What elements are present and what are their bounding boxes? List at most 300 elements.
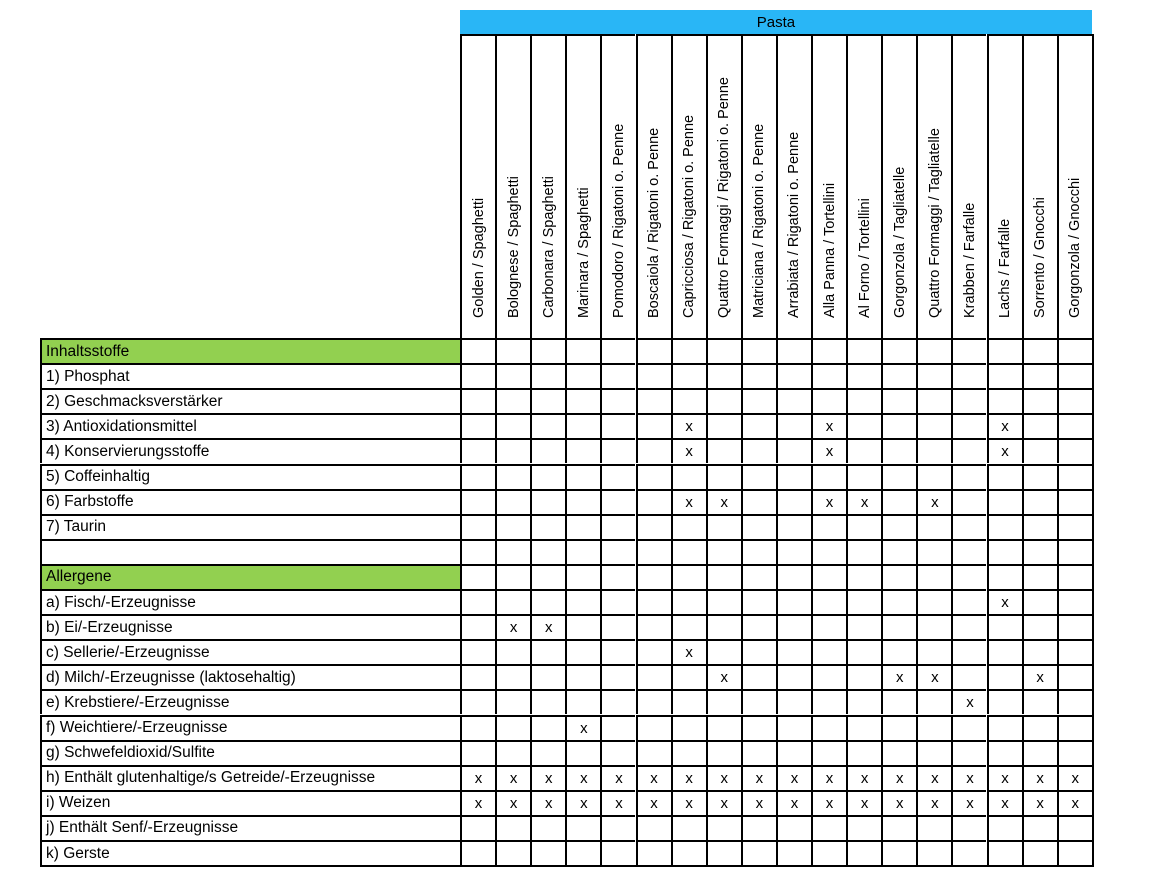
table-cell bbox=[1057, 589, 1092, 614]
column-header-label: Capricciosa / Rigatoni o. Penne bbox=[681, 114, 698, 318]
table-cell bbox=[916, 740, 951, 765]
table-cell bbox=[600, 413, 635, 438]
table-cell bbox=[530, 388, 565, 413]
row-label: 1) Phosphat bbox=[40, 363, 460, 388]
table-cell-mark: x bbox=[671, 413, 706, 438]
table-cell bbox=[636, 614, 671, 639]
table-cell bbox=[636, 664, 671, 689]
table-cell bbox=[530, 564, 565, 589]
column-header bbox=[495, 34, 530, 338]
table-cell bbox=[881, 639, 916, 664]
row-label: e) Krebstiere/-Erzeugnisse bbox=[40, 689, 460, 714]
table-cell bbox=[1057, 840, 1092, 865]
table-cell bbox=[776, 614, 811, 639]
table-cell bbox=[987, 489, 1022, 514]
table-cell bbox=[741, 614, 776, 639]
table-cell bbox=[987, 815, 1022, 840]
table-cell bbox=[846, 539, 881, 564]
table-cell bbox=[706, 464, 741, 489]
table-cell-mark: x bbox=[846, 790, 881, 815]
column-header bbox=[1022, 34, 1057, 338]
table-cell bbox=[881, 564, 916, 589]
column-header-label: Pomodoro / Rigatoni o. Penne bbox=[610, 123, 627, 318]
table-cell bbox=[495, 338, 530, 363]
table-cell-mark: x bbox=[495, 614, 530, 639]
table-cell bbox=[741, 689, 776, 714]
table-cell bbox=[1057, 614, 1092, 639]
table-cell bbox=[846, 664, 881, 689]
table-cell bbox=[951, 715, 986, 740]
table-cell-mark: x bbox=[951, 765, 986, 790]
table-cell bbox=[460, 840, 495, 865]
group-header-pasta: Pasta bbox=[460, 10, 1092, 34]
table-cell bbox=[776, 338, 811, 363]
table-cell bbox=[495, 664, 530, 689]
table-cell bbox=[916, 564, 951, 589]
table-cell bbox=[565, 740, 600, 765]
table-cell bbox=[460, 715, 495, 740]
table-cell bbox=[811, 740, 846, 765]
table-cell-mark: x bbox=[916, 489, 951, 514]
table-cell bbox=[565, 388, 600, 413]
table-cell bbox=[916, 464, 951, 489]
table-cell bbox=[1022, 815, 1057, 840]
table-cell bbox=[987, 388, 1022, 413]
table-cell bbox=[706, 564, 741, 589]
table-cell bbox=[811, 388, 846, 413]
table-cell bbox=[811, 715, 846, 740]
table-cell bbox=[706, 514, 741, 539]
table-cell-mark: x bbox=[916, 790, 951, 815]
table-cell bbox=[530, 840, 565, 865]
table-cell bbox=[987, 564, 1022, 589]
table-cell-mark: x bbox=[811, 489, 846, 514]
table-cell-mark: x bbox=[881, 765, 916, 790]
table-cell bbox=[460, 564, 495, 589]
table-cell bbox=[846, 840, 881, 865]
table-cell bbox=[1022, 614, 1057, 639]
table-cell bbox=[987, 539, 1022, 564]
table-cell-mark: x bbox=[811, 438, 846, 463]
table-cell bbox=[881, 589, 916, 614]
row-label: j) Enthält Senf/-Erzeugnisse bbox=[40, 815, 460, 840]
table-cell bbox=[811, 564, 846, 589]
table-cell bbox=[600, 715, 635, 740]
table-cell bbox=[495, 539, 530, 564]
column-header-label: Quattro Formaggi / Rigatoni o. Penne bbox=[716, 77, 733, 318]
table-cell bbox=[741, 539, 776, 564]
table-cell bbox=[951, 413, 986, 438]
table-cell bbox=[741, 338, 776, 363]
table-cell bbox=[565, 840, 600, 865]
table-cell bbox=[1057, 489, 1092, 514]
table-cell bbox=[671, 815, 706, 840]
table-cell bbox=[636, 539, 671, 564]
table-cell bbox=[776, 489, 811, 514]
table-cell bbox=[1022, 388, 1057, 413]
table-cell bbox=[987, 740, 1022, 765]
table-cell bbox=[1022, 639, 1057, 664]
table-cell bbox=[460, 464, 495, 489]
table-cell-mark: x bbox=[495, 765, 530, 790]
table-cell-mark: x bbox=[881, 664, 916, 689]
table-cell bbox=[460, 514, 495, 539]
table-cell bbox=[1022, 840, 1057, 865]
table-cell bbox=[811, 614, 846, 639]
table-cell bbox=[916, 840, 951, 865]
column-header-label: Boscaiola / Rigatoni o. Penne bbox=[646, 127, 663, 318]
table-cell bbox=[846, 464, 881, 489]
table-cell-mark: x bbox=[671, 489, 706, 514]
row-label: 7) Taurin bbox=[40, 514, 460, 539]
table-cell bbox=[881, 514, 916, 539]
table-cell-mark: x bbox=[460, 790, 495, 815]
table-cell bbox=[987, 514, 1022, 539]
table-cell bbox=[460, 740, 495, 765]
table-cell bbox=[916, 388, 951, 413]
table-cell-mark: x bbox=[987, 589, 1022, 614]
section-header: Allergene bbox=[40, 564, 460, 589]
table-cell bbox=[565, 564, 600, 589]
table-cell bbox=[600, 514, 635, 539]
table-cell bbox=[846, 815, 881, 840]
table-cell bbox=[460, 815, 495, 840]
column-header-label: Bolognese / Spaghetti bbox=[505, 176, 522, 318]
table-cell bbox=[1022, 715, 1057, 740]
table-cell bbox=[1022, 413, 1057, 438]
table-cell bbox=[460, 438, 495, 463]
table-cell bbox=[811, 338, 846, 363]
table-cell bbox=[706, 815, 741, 840]
table-cell bbox=[916, 689, 951, 714]
table-cell bbox=[600, 589, 635, 614]
table-cell bbox=[916, 338, 951, 363]
table-cell bbox=[916, 715, 951, 740]
table-cell bbox=[1022, 464, 1057, 489]
table-cell bbox=[671, 388, 706, 413]
table-cell bbox=[1057, 815, 1092, 840]
table-cell bbox=[600, 689, 635, 714]
table-cell bbox=[460, 413, 495, 438]
table-cell-mark: x bbox=[987, 438, 1022, 463]
column-header-label: Marinara / Spaghetti bbox=[575, 187, 592, 318]
table-cell-mark: x bbox=[671, 765, 706, 790]
table-cell bbox=[951, 664, 986, 689]
table-cell bbox=[1022, 740, 1057, 765]
table-cell bbox=[741, 840, 776, 865]
table-cell bbox=[460, 489, 495, 514]
table-cell bbox=[987, 840, 1022, 865]
table-cell bbox=[530, 639, 565, 664]
table-cell bbox=[565, 589, 600, 614]
table-cell bbox=[565, 464, 600, 489]
row-label: f) Weichtiere/-Erzeugnisse bbox=[40, 715, 460, 740]
table-cell-mark: x bbox=[811, 765, 846, 790]
table-cell bbox=[776, 413, 811, 438]
table-cell bbox=[636, 689, 671, 714]
row-label: c) Sellerie/-Erzeugnisse bbox=[40, 639, 460, 664]
table-cell bbox=[600, 363, 635, 388]
table-cell bbox=[495, 363, 530, 388]
table-cell bbox=[1057, 363, 1092, 388]
table-cell bbox=[916, 539, 951, 564]
table-cell bbox=[776, 639, 811, 664]
table-cell bbox=[600, 740, 635, 765]
table-cell bbox=[811, 589, 846, 614]
table-cell bbox=[987, 338, 1022, 363]
table-cell bbox=[811, 539, 846, 564]
table-cell bbox=[460, 614, 495, 639]
table-cell bbox=[495, 639, 530, 664]
table-cell bbox=[636, 815, 671, 840]
table-cell bbox=[951, 363, 986, 388]
column-header bbox=[987, 34, 1022, 338]
table-cell-mark: x bbox=[741, 790, 776, 815]
table-cell bbox=[776, 840, 811, 865]
table-cell bbox=[636, 413, 671, 438]
table-cell bbox=[1057, 740, 1092, 765]
table-cell bbox=[916, 413, 951, 438]
table-cell bbox=[811, 464, 846, 489]
table-cell-mark: x bbox=[706, 765, 741, 790]
column-header bbox=[811, 34, 846, 338]
table-cell bbox=[706, 639, 741, 664]
table-cell bbox=[811, 840, 846, 865]
table-cell bbox=[1057, 514, 1092, 539]
table-cell bbox=[741, 438, 776, 463]
table-cell-mark: x bbox=[846, 765, 881, 790]
table-cell bbox=[671, 514, 706, 539]
row-label: b) Ei/-Erzeugnisse bbox=[40, 614, 460, 639]
table-cell-mark: x bbox=[671, 438, 706, 463]
table-cell-mark: x bbox=[881, 790, 916, 815]
table-cell bbox=[741, 715, 776, 740]
table-cell bbox=[530, 413, 565, 438]
table-cell bbox=[741, 514, 776, 539]
table-cell-mark: x bbox=[636, 790, 671, 815]
table-cell bbox=[811, 363, 846, 388]
table-cell-mark: x bbox=[741, 765, 776, 790]
table-cell bbox=[951, 614, 986, 639]
table-cell bbox=[951, 338, 986, 363]
table-cell-mark: x bbox=[776, 765, 811, 790]
table-cell-mark: x bbox=[530, 765, 565, 790]
table-cell bbox=[916, 639, 951, 664]
table-cell bbox=[671, 664, 706, 689]
table-cell bbox=[741, 413, 776, 438]
row-label: d) Milch/-Erzeugnisse (laktosehaltig) bbox=[40, 664, 460, 689]
table-cell bbox=[776, 589, 811, 614]
table-cell bbox=[741, 564, 776, 589]
table-cell-mark: x bbox=[987, 765, 1022, 790]
column-header bbox=[530, 34, 565, 338]
table-cell bbox=[951, 464, 986, 489]
table-cell bbox=[495, 740, 530, 765]
table-cell bbox=[741, 664, 776, 689]
table-cell bbox=[530, 715, 565, 740]
table-cell bbox=[776, 715, 811, 740]
table-cell bbox=[846, 438, 881, 463]
table-cell bbox=[530, 514, 565, 539]
table-cell bbox=[460, 689, 495, 714]
table-cell bbox=[460, 338, 495, 363]
table-cell-mark: x bbox=[495, 790, 530, 815]
table-cell bbox=[1022, 539, 1057, 564]
column-header-label: Arrabiata / Rigatoni o. Penne bbox=[786, 131, 803, 318]
grid-bottom-border bbox=[40, 865, 1094, 867]
table-cell bbox=[565, 689, 600, 714]
table-cell bbox=[636, 489, 671, 514]
column-header-label: Sorrento / Gnocchi bbox=[1032, 197, 1049, 318]
table-cell bbox=[951, 815, 986, 840]
table-cell-mark: x bbox=[706, 489, 741, 514]
table-cell bbox=[530, 539, 565, 564]
table-cell bbox=[951, 539, 986, 564]
table-cell bbox=[671, 363, 706, 388]
table-cell bbox=[846, 639, 881, 664]
table-cell bbox=[776, 388, 811, 413]
table-cell bbox=[741, 464, 776, 489]
table-cell bbox=[460, 539, 495, 564]
table-cell bbox=[951, 740, 986, 765]
table-cell bbox=[636, 639, 671, 664]
table-cell bbox=[636, 715, 671, 740]
table-cell bbox=[600, 489, 635, 514]
table-cell bbox=[565, 413, 600, 438]
table-cell bbox=[1057, 689, 1092, 714]
table-cell bbox=[881, 715, 916, 740]
table-cell bbox=[741, 363, 776, 388]
table-cell bbox=[811, 639, 846, 664]
table-cell bbox=[1057, 338, 1092, 363]
table-cell bbox=[776, 564, 811, 589]
table-cell bbox=[671, 589, 706, 614]
column-header bbox=[636, 34, 671, 338]
table-cell-mark: x bbox=[600, 765, 635, 790]
table-cell bbox=[776, 514, 811, 539]
table-cell bbox=[987, 614, 1022, 639]
table-cell bbox=[846, 514, 881, 539]
table-cell bbox=[565, 338, 600, 363]
row-label: g) Schwefeldioxid/Sulfite bbox=[40, 740, 460, 765]
table-cell bbox=[811, 664, 846, 689]
table-cell bbox=[460, 589, 495, 614]
column-header bbox=[951, 34, 986, 338]
table-cell bbox=[530, 489, 565, 514]
table-cell bbox=[846, 715, 881, 740]
row-label: a) Fisch/-Erzeugnisse bbox=[40, 589, 460, 614]
table-cell-mark: x bbox=[460, 765, 495, 790]
table-cell bbox=[636, 564, 671, 589]
table-cell bbox=[881, 614, 916, 639]
table-cell bbox=[881, 489, 916, 514]
table-cell-mark: x bbox=[811, 790, 846, 815]
table-cell bbox=[636, 438, 671, 463]
table-cell bbox=[600, 664, 635, 689]
table-cell bbox=[600, 438, 635, 463]
table-cell bbox=[530, 338, 565, 363]
table-cell-mark: x bbox=[1022, 765, 1057, 790]
table-cell bbox=[636, 388, 671, 413]
table-cell bbox=[846, 363, 881, 388]
table-cell bbox=[811, 689, 846, 714]
table-cell-mark: x bbox=[671, 639, 706, 664]
column-header-label: Matriciana / Rigatoni o. Penne bbox=[751, 123, 768, 318]
column-header bbox=[881, 34, 916, 338]
table-cell bbox=[495, 489, 530, 514]
column-header-label: Al Forno / Tortellini bbox=[856, 198, 873, 318]
table-cell bbox=[706, 539, 741, 564]
table-cell-mark: x bbox=[811, 413, 846, 438]
table-cell bbox=[565, 614, 600, 639]
table-cell bbox=[495, 840, 530, 865]
column-header bbox=[671, 34, 706, 338]
row-label: 5) Coffeinhaltig bbox=[40, 464, 460, 489]
table-cell-mark: x bbox=[671, 790, 706, 815]
table-cell-mark: x bbox=[530, 790, 565, 815]
table-cell bbox=[1057, 539, 1092, 564]
column-header-label: Carbonara / Spaghetti bbox=[540, 176, 557, 318]
table-cell bbox=[776, 689, 811, 714]
table-cell bbox=[600, 815, 635, 840]
table-cell bbox=[600, 338, 635, 363]
table-cell bbox=[671, 564, 706, 589]
table-cell bbox=[530, 740, 565, 765]
table-cell bbox=[495, 815, 530, 840]
table-cell bbox=[987, 464, 1022, 489]
table-cell-mark: x bbox=[1057, 765, 1092, 790]
column-header bbox=[741, 34, 776, 338]
table-cell bbox=[530, 664, 565, 689]
table-cell bbox=[636, 840, 671, 865]
table-cell bbox=[565, 514, 600, 539]
table-cell-mark: x bbox=[636, 765, 671, 790]
table-cell bbox=[881, 363, 916, 388]
table-cell bbox=[951, 589, 986, 614]
table-cell-mark: x bbox=[951, 689, 986, 714]
row-label: 3) Antioxidationsmittel bbox=[40, 413, 460, 438]
table-cell bbox=[530, 464, 565, 489]
table-cell-mark: x bbox=[987, 413, 1022, 438]
column-header-label: Lachs / Farfalle bbox=[997, 218, 1014, 318]
table-cell bbox=[565, 539, 600, 564]
table-cell bbox=[846, 413, 881, 438]
table-cell bbox=[846, 564, 881, 589]
table-cell bbox=[1022, 689, 1057, 714]
table-cell bbox=[636, 740, 671, 765]
table-cell bbox=[671, 715, 706, 740]
table-cell bbox=[706, 363, 741, 388]
table-cell bbox=[987, 639, 1022, 664]
table-cell bbox=[706, 413, 741, 438]
table-cell bbox=[987, 689, 1022, 714]
table-cell bbox=[530, 689, 565, 714]
table-cell bbox=[1057, 464, 1092, 489]
table-cell-mark: x bbox=[987, 790, 1022, 815]
table-cell bbox=[741, 639, 776, 664]
table-cell bbox=[565, 664, 600, 689]
column-header bbox=[600, 34, 635, 338]
row-label: k) Gerste bbox=[40, 840, 460, 865]
table-cell bbox=[460, 664, 495, 689]
column-header-label: Gorgonzola / Gnocchi bbox=[1067, 177, 1084, 318]
table-cell bbox=[951, 639, 986, 664]
table-cell bbox=[1057, 564, 1092, 589]
table-cell bbox=[741, 815, 776, 840]
table-cell bbox=[565, 489, 600, 514]
section-header: Inhaltsstoffe bbox=[40, 338, 460, 363]
table-cell bbox=[530, 815, 565, 840]
